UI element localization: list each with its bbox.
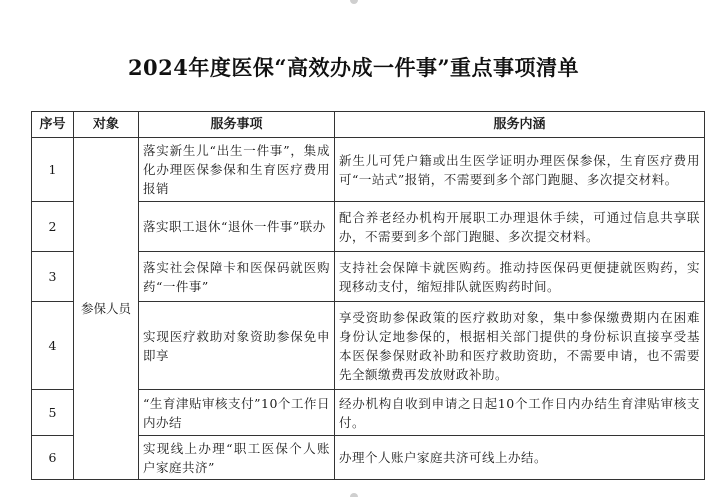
service-item-cell: 实现医疗救助对象资助参保免申即享 <box>139 302 335 390</box>
service-item-cell: 落实社会保障卡和医保码就医购药“一件事” <box>139 252 335 302</box>
service-content-cell: 享受资助参保政策的医疗救助对象，集中参保缴费期内在困难身份认定地参保的，根据相关部门提供的身份标识直接享受基本医保参保财政补助和医疗救助资助，不需要申请，也不需要先全额缴费再发放财政补助。 <box>335 302 705 390</box>
column-header-number: 序号 <box>32 112 74 138</box>
table-row <box>32 138 705 202</box>
table-header-row <box>32 112 705 138</box>
service-item-cell: “生育津贴审核支付”10个工作日内办结 <box>139 390 335 436</box>
target-group-cell: 参保人员 <box>74 138 139 480</box>
row-number: 4 <box>32 302 74 390</box>
service-item-cell: 落实新生儿“出生一件事”，集成化办理医保参保和生育医疗费用报销 <box>139 138 335 202</box>
service-content-cell: 经办机构自收到申请之日起10个工作日内办结生育津贴审核支付。 <box>335 390 705 436</box>
service-items-table <box>31 111 705 480</box>
service-item-cell: 实现线上办理“职工医保个人账户家庭共济” <box>139 436 335 480</box>
row-number: 1 <box>32 138 74 202</box>
page-edge-mark-bottom <box>350 493 358 497</box>
page-edge-mark-top <box>350 0 358 4</box>
row-number: 2 <box>32 202 74 252</box>
service-content-cell: 新生儿可凭户籍或出生医学证明办理医保参保，生育医疗费用可“一站式”报销，不需要到多个部门跑腿、多次提交材料。 <box>335 138 705 202</box>
column-header-target: 对象 <box>74 112 139 138</box>
row-number: 3 <box>32 252 74 302</box>
service-content-cell: 配合养老经办机构开展职工办理退休手续，可通过信息共享联办，不需要到多个部门跑腿、多次提交材料。 <box>335 202 705 252</box>
service-content-cell: 办理个人账户家庭共济可线上办结。 <box>335 436 705 480</box>
column-header-service-item: 服务事项 <box>139 112 335 138</box>
row-number: 6 <box>32 436 74 480</box>
service-item-cell: 落实职工退休“退休一件事”联办 <box>139 202 335 252</box>
service-content-cell: 支持社会保障卡就医购药。推动持医保码更便捷就医购药，实现移动支付，缩短排队就医购药时间。 <box>335 252 705 302</box>
document-title: 2024年度医保“高效办成一件事”重点事项清单 <box>127 55 580 80</box>
row-number: 5 <box>32 390 74 436</box>
column-header-service-content: 服务内涵 <box>335 112 705 138</box>
